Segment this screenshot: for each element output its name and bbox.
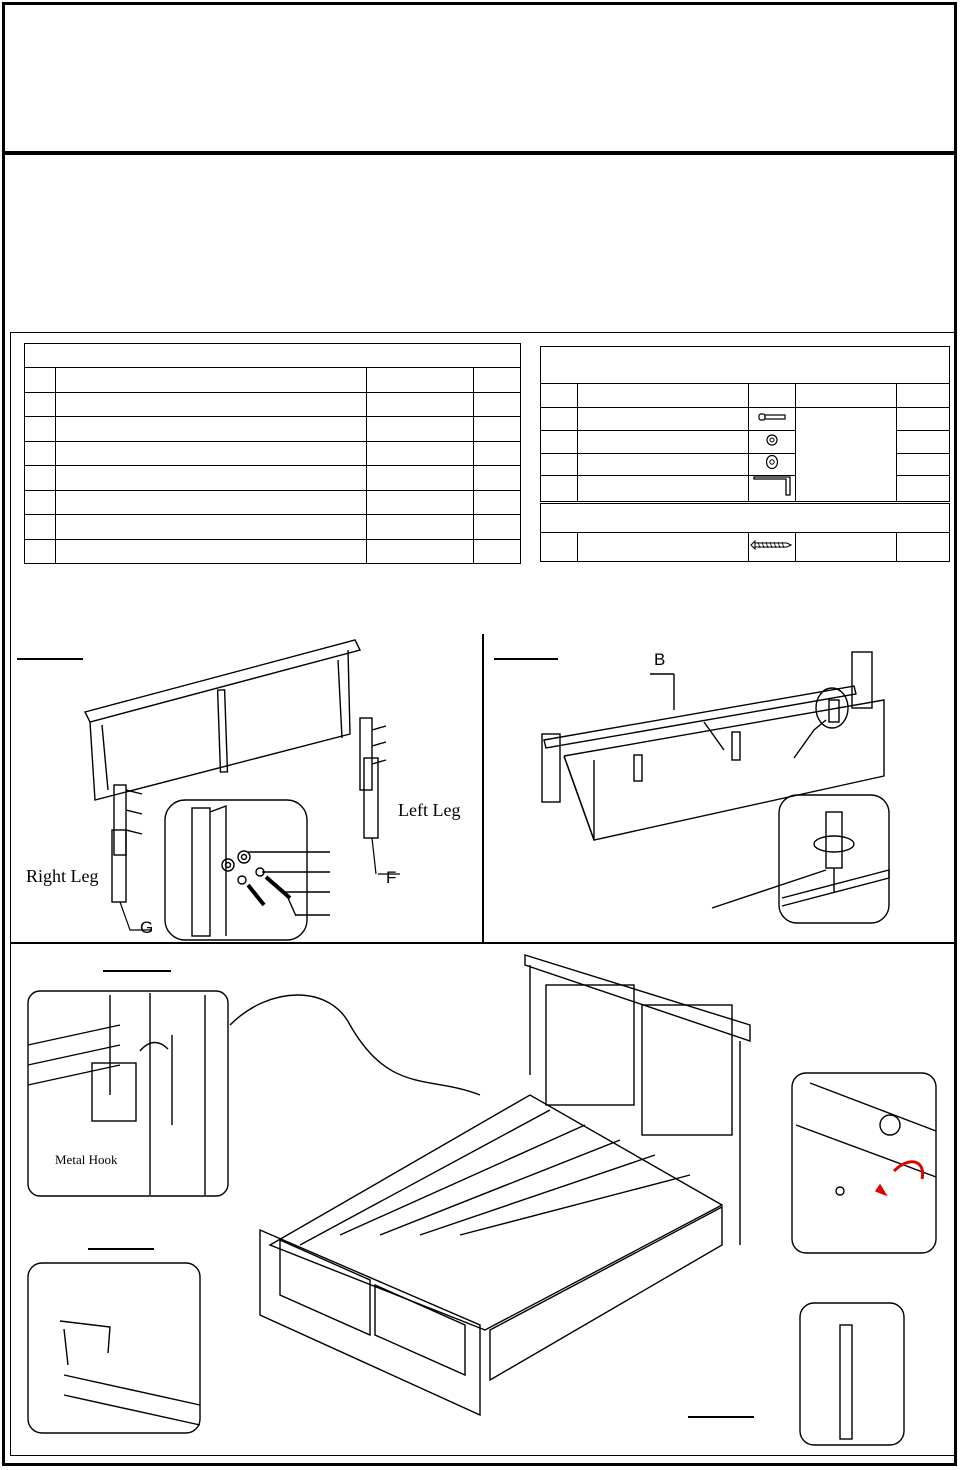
header-divider (2, 151, 957, 155)
bolt-icon (749, 408, 796, 431)
headboard-leg-diagram (0, 630, 480, 940)
wood-screw-icon (749, 533, 796, 562)
part-b-label: B (654, 650, 666, 669)
part-f-label: F (386, 868, 397, 887)
right-leg-label: Right Leg (26, 866, 99, 886)
footboard-diagram (484, 630, 954, 940)
extra-hardware-table (540, 503, 950, 562)
bed-assembly-diagram (10, 945, 956, 1445)
allen-key-icon (749, 476, 796, 502)
lock-washer-icon (749, 454, 796, 476)
parts-list-table (24, 343, 521, 564)
parts-table-header (25, 344, 521, 368)
step-divider-horizontal (10, 942, 956, 944)
part-g-label: G (140, 918, 154, 937)
washer-icon (749, 431, 796, 454)
metal-hook-label: Metal Hook (55, 1152, 118, 1167)
left-leg-label: Left Leg (398, 800, 461, 820)
hardware-table (540, 346, 950, 502)
